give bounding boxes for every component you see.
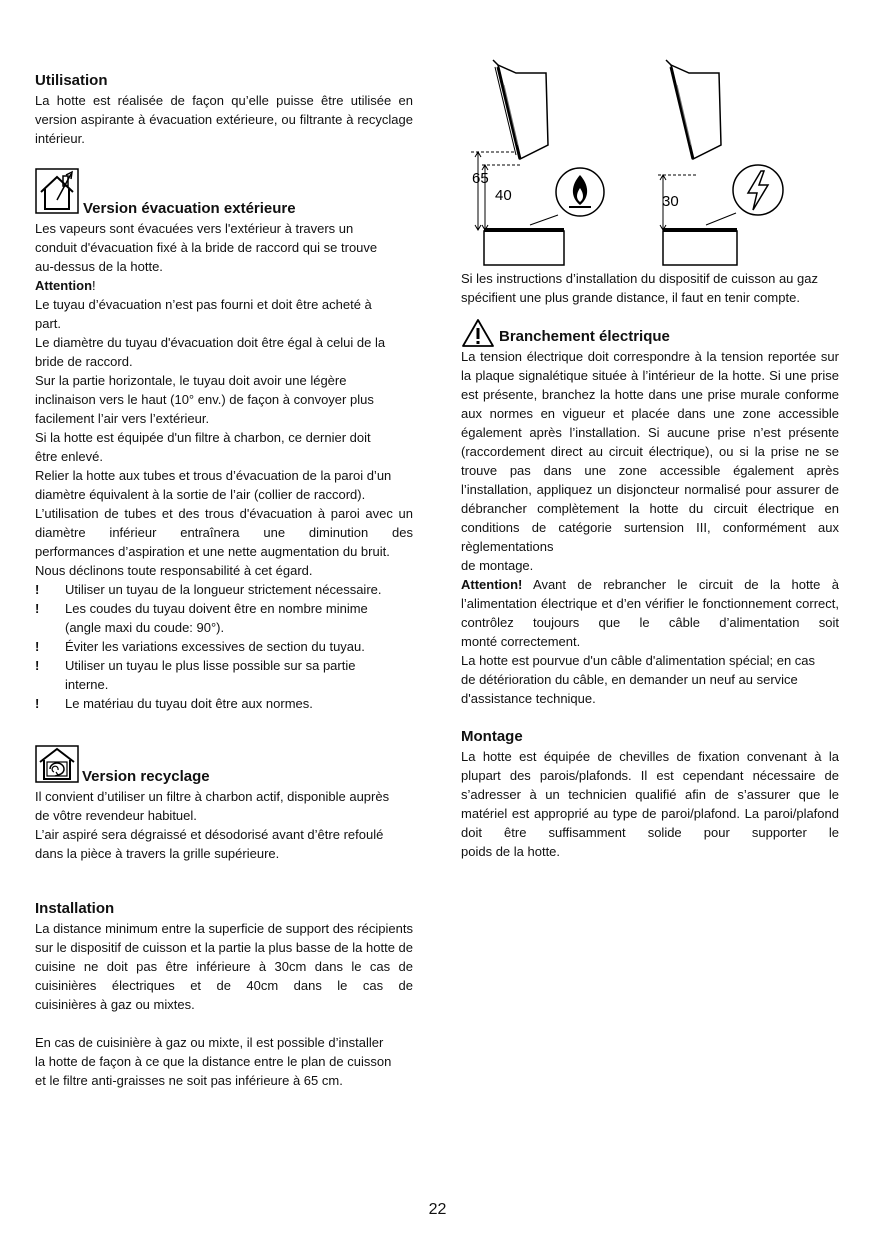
installation-text-last: cuisinières à gaz ou mixtes.: [35, 997, 195, 1012]
gas-dim-inner: 40: [495, 187, 512, 204]
installation-text: La distance minimum entre la superficie de support des récipients sur le dispositif de cuisson et la partie la plus basse de la hotte de cuisine ne doit pas être inférieure à 30cm dans le cas de cuisinières électriques et de 40cm dans le cas de: [35, 921, 413, 993]
installation-line: la hotte de façon à ce que la distance entre le plan de cuisson: [35, 1054, 392, 1069]
evacuation-line: diamètre équivalent à la sortie de l’air (collier de raccord).: [35, 487, 366, 502]
installation-line: et le filtre anti-graisses ne soit pas inférieure à 65 cm.: [35, 1073, 343, 1088]
electrique-attention-last: monté correctement.: [461, 634, 581, 649]
page-number: 22: [428, 1201, 447, 1218]
electrique-line: d'assistance technique.: [461, 691, 596, 706]
bullet-text: [65, 599, 413, 637]
heading-electrique: Branchement électrique: [499, 328, 670, 345]
spacer: [35, 1014, 413, 1033]
evacuation-line: Relier la hotte aux tubes et trous d’évacuation de la paroi d’un: [35, 468, 392, 483]
electrique-attention: [461, 575, 839, 632]
bullet-text: Le matériau du tuyau doit être aux normes.: [65, 696, 313, 711]
evacuation-justified: L’utilisation de tubes et des trous d'évacuation à paroi avec un diamètre inférieur entraînera une diminution des: [35, 506, 413, 540]
bullet-line: Utiliser un tuyau le plus lisse possible sur sa partie: [65, 658, 356, 673]
bullet-mark: !: [35, 601, 40, 616]
installation-distance-diagram: [468, 55, 838, 270]
section-installation: [35, 899, 413, 1090]
montage-text-last: poids de la hotte.: [461, 844, 561, 859]
electrique-line: de détérioration du câble, en demander un neuf au service: [461, 672, 798, 687]
attention-punct: !: [92, 278, 96, 293]
bullet-mark: !: [35, 582, 40, 597]
recyclage-line: Il convient d’utiliser un filtre à charbon actif, disponible auprès: [35, 789, 390, 804]
section-recyclage: [35, 767, 413, 863]
bullet-item: [35, 656, 413, 694]
section-montage: [461, 727, 839, 861]
evacuation-line: performances d’aspiration et une nette augmentation du bruit.: [35, 544, 390, 559]
electrique-line: La hotte est pourvue d'un câble d'alimentation spécial; en cas: [461, 653, 816, 668]
bullet-text: Utiliser un tuyau de la longueur strictement nécessaire.: [65, 582, 382, 597]
evacuation-line: conduit d'évacuation fixé à la bride de raccord qui se trouve: [35, 240, 378, 255]
evacuation-line: Si la hotte est équipée d'un filtre à charbon, ce dernier doit: [35, 430, 371, 445]
electric-hood-drawing: [666, 60, 721, 159]
section-note: [461, 269, 839, 307]
bullet-item: [35, 599, 413, 637]
gas-hood-drawing: [493, 60, 548, 159]
evacuation-line: Sur la partie horizontale, le tuyau doit avoir une légère: [35, 373, 347, 388]
bullet-text: [65, 656, 413, 694]
evacuation-line: Le diamètre du tuyau d'évacuation doit être égal à celui de la: [35, 335, 386, 350]
bullet-item: [35, 637, 413, 656]
bullet-item: [35, 694, 413, 713]
utilisation-text: La hotte est réalisée de façon qu’elle puisse être utilisée en version aspirante à évacuation extérieure, ou filtrante à recyclage intérieur.: [35, 93, 413, 146]
attention-label: Attention!: [461, 577, 523, 592]
evacuation-line: être enlevé.: [35, 449, 103, 464]
installation-line: En cas de cuisinière à gaz ou mixte, il est possible d’installer: [35, 1035, 384, 1050]
electrique-text-last: de montage.: [461, 558, 534, 573]
evacuation-line: Le tuyau d’évacuation n’est pas fourni et doit être acheté à: [35, 297, 372, 312]
section-utilisation: [35, 71, 413, 148]
heading-utilisation: Utilisation: [35, 72, 108, 89]
recyclage-line: de vôtre revendeur habituel.: [35, 808, 197, 823]
electric-bolt-icon: [733, 165, 783, 215]
evacuation-line: Nous déclinons toute responsabilité à cet égard.: [35, 563, 313, 578]
bullet-item: [35, 580, 413, 599]
evacuation-line: inclinaison vers le haut (10° env.) de façon à convoyer plus: [35, 392, 374, 407]
evacuation-line: bride de raccord.: [35, 354, 133, 369]
bullet-text: Éviter les variations excessives de section du tuyau.: [65, 639, 365, 654]
section-electrique: [461, 327, 839, 708]
bullet-mark: !: [35, 639, 40, 654]
attention-text: Avant de rebrancher le circuit de la hotte à l’alimentation électrique et d’en vérifier le fonctionnement correct, contrôlez toujours que le câble d’alimentation soit: [461, 577, 839, 630]
heading-evacuation: Version évacuation extérieure: [83, 200, 296, 217]
evacuation-line: Les vapeurs sont évacuées vers l'extérieur à travers un: [35, 221, 354, 236]
heading-installation: Installation: [35, 900, 115, 917]
heading-montage: Montage: [461, 728, 523, 745]
gas-flame-icon: [556, 168, 604, 216]
recyclage-line: dans la pièce à travers la grille supérieure.: [35, 846, 280, 861]
attention-label: Attention: [35, 278, 93, 293]
recyclage-line: L’air aspiré sera dégraissé et désodorisé avant d’être refoulé: [35, 827, 384, 842]
evacuation-line: part.: [35, 316, 62, 331]
bullet-line: interne.: [65, 677, 109, 692]
bullet-mark: !: [35, 696, 40, 711]
bullet-line: Les coudes du tuyau doivent être en nombre minime: [65, 601, 368, 616]
heading-recyclage: Version recyclage: [82, 768, 210, 785]
gas-dim-outer: 65: [472, 170, 489, 187]
montage-text: La hotte est équipée de chevilles de fixation convenant à la plupart des parois/plafonds. Il est cependant nécessaire de s’adresser à un technicien qualifié afin de s’assurer que le matériel est approprié au type de paroi/plafond. La paroi/plafond doit être suffisamment solide pour supporter le: [461, 749, 839, 840]
evacuation-line: facilement l’air vers l’extérieur.: [35, 411, 210, 426]
evacuation-attention: [35, 276, 413, 295]
electrique-text: La tension électrique doit correspondre à la tension reportée sur la plaque signalétique située à l’intérieur de la hotte. Si une prise est présente, branchez la hotte dans une prise murale conforme aux normes en vigueur et placée dans une zone accessible également après l’installation. Si aucune prise n’est présente (raccordement direct au circuit électrique), ou si la prise ne se trouve pas dans une zone accessible également après l’installation, appliquez un disjoncteur normalisé pour assurer de débrancher complètement la hotte du circuit électrique en conditions de catégorie surtension III, conformément aux règlementations: [461, 349, 839, 554]
section-evacuation: [35, 199, 413, 713]
electric-dim: 30: [662, 193, 679, 210]
bullet-mark: !: [35, 658, 40, 673]
bullet-line: (angle maxi du coude: 90°).: [65, 620, 225, 635]
note-line: spécifient une plus grande distance, il faut en tenir compte.: [461, 290, 800, 305]
note-line: Si les instructions d’installation du dispositif de cuisson au gaz: [461, 271, 818, 286]
evacuation-line: au-dessus de la hotte.: [35, 259, 163, 274]
